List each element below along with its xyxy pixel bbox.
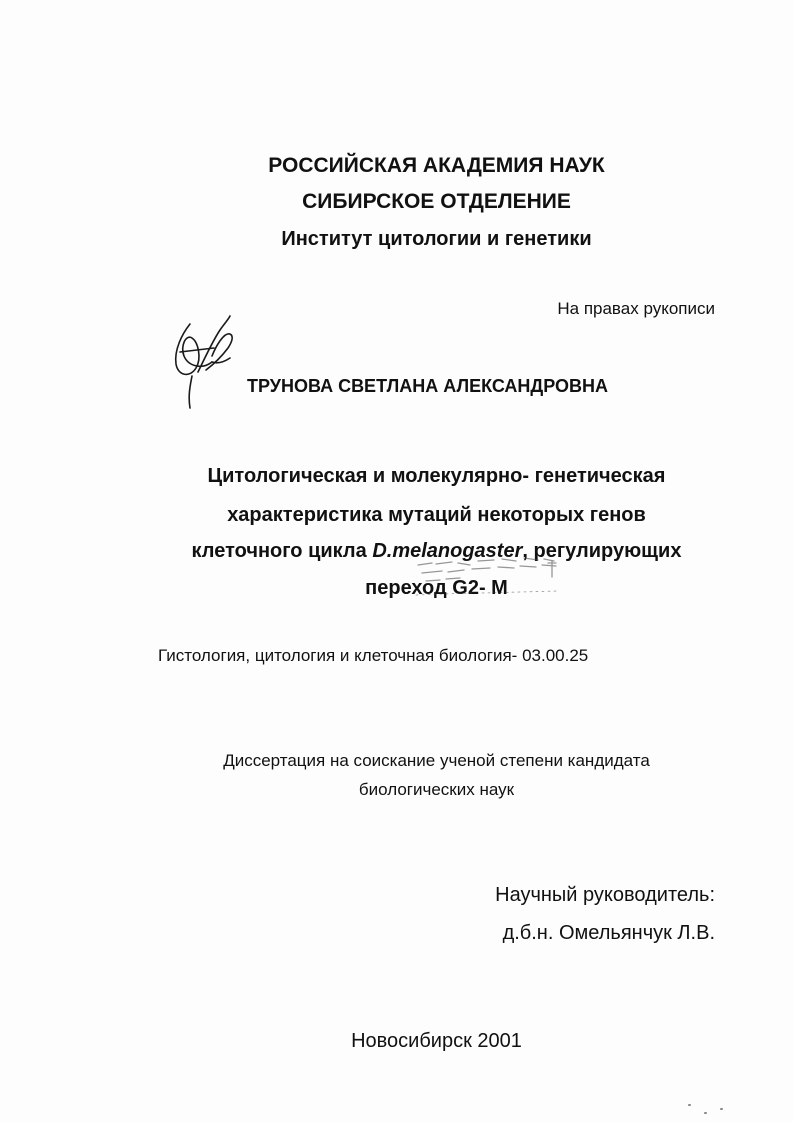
specialty: Гистология, цитология и клеточная биология- 03.00.25 [158,646,589,665]
organization-line-2: СИБИРСКОЕ ОТДЕЛЕНИЕ [302,190,571,213]
title-line-3-end: , регулирующих [522,540,682,562]
signature-icon [168,312,238,412]
supervisor-label: Научный руководитель: [495,884,715,906]
scan-speck [720,1108,723,1110]
title-line-3-start: клеточного цикла [191,540,373,562]
title-line-1: Цитологическая и молекулярно- генетическая [207,465,666,487]
dissertation-line-1: Диссертация на соискание ученой степени кандидата [223,751,650,770]
scan-speck [704,1112,707,1114]
organization-line-3: Институт цитологии и генетики [281,228,592,250]
place-and-year: Новосибирск 2001 [351,1030,522,1052]
title-line-4: переход G2- M [365,577,508,599]
species-name: D.melanogaster [372,540,523,562]
dissertation-line-2: биологических наук [358,780,515,799]
stamp-icon [412,555,562,603]
supervisor-name: д.б.н. Омельянчук Л.В. [502,922,715,944]
scan-speck [688,1104,691,1106]
rights-note: На правах рукописи [557,299,715,318]
organization-line-1: РОССИЙСКАЯ АКАДЕМИЯ НАУК [268,154,605,177]
title-line-2: характеристика мутаций некоторых генов [227,504,646,526]
author-name: ТРУНОВА СВЕТЛАНА АЛЕКСАНДРОВНА [247,376,608,396]
